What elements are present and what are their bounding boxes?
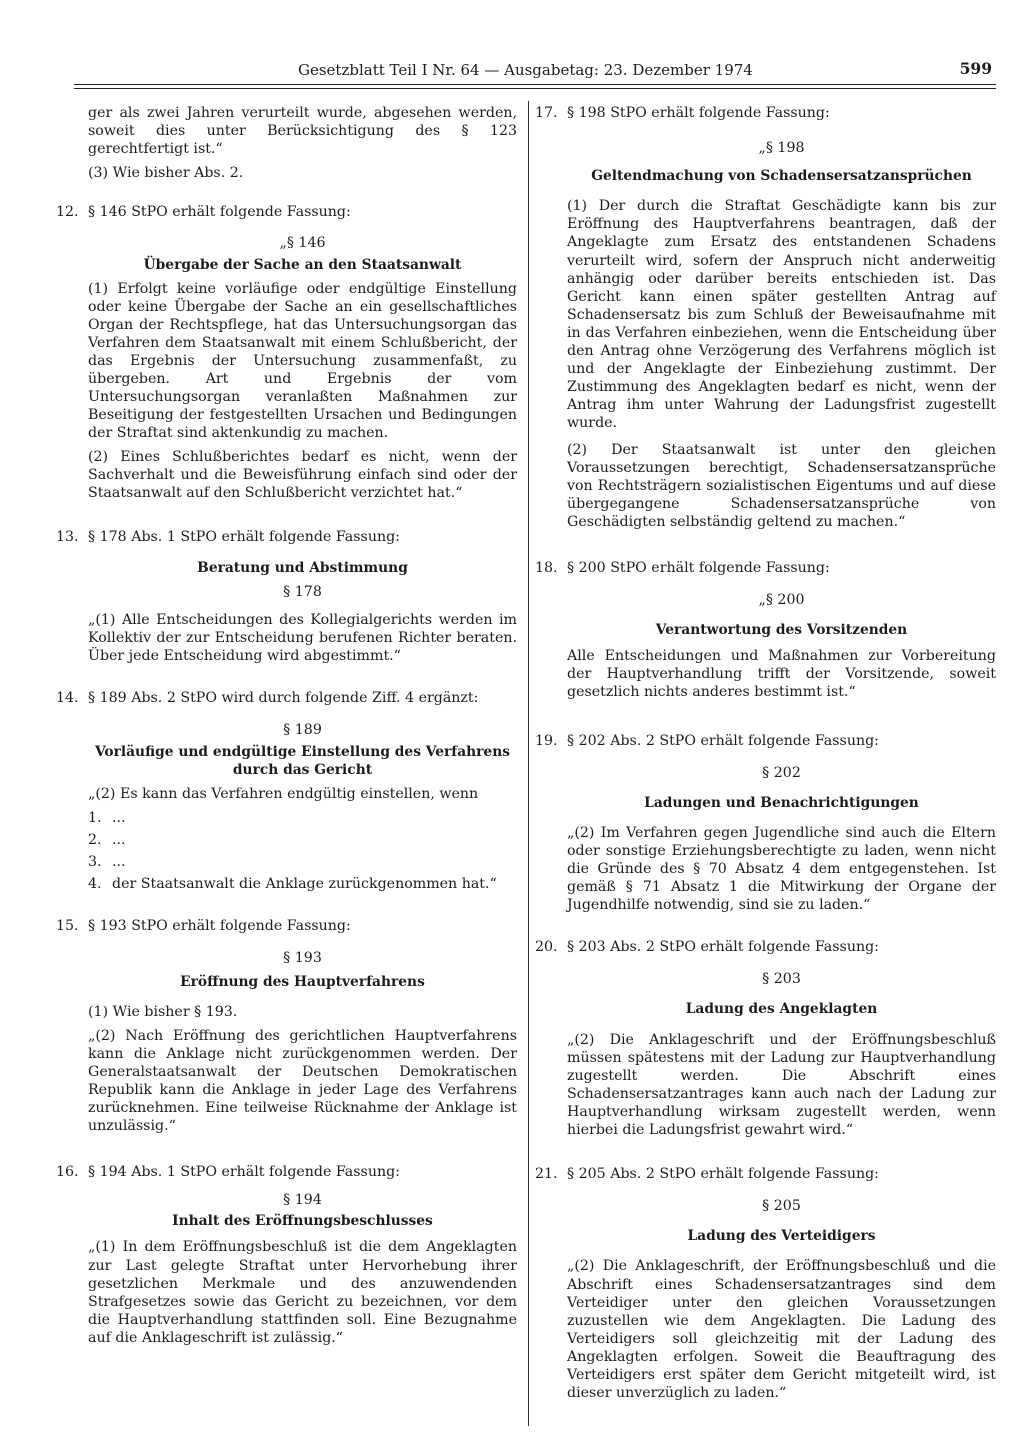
column-divider [528,101,529,1426]
continuation-text [56,104,517,182]
paragraph: „(2) Nach Eröffnung des gerichtlichen Hauptverfahrens kann die Anklage nicht zurückgenommen werden. Der Generalstaatsanwalt der Deutschen Demokratischen Republik kann die Anklage in jeder Lage des Verfahrens zurücknehmen. Eine teilweise Rücknahme der Anklage ist unzulässig.“ [88,1027,517,1135]
item-number: 15. [56,918,79,935]
page-number: 599 [959,59,992,78]
section-heading: Inhalt des Eröffnungsbeschlusses [172,1213,433,1230]
section-heading: Verantwortung des Vorsitzenden [655,622,908,639]
paragraph: ger als zwei Jahren verurteilt wurde, abgesehen werden, soweit dies unter Berücksichtigung des § 123 gerechtfertigt ist.“ [88,105,517,158]
section-heading: Übergabe der Sache an den Staatsanwalt [143,256,462,273]
item-20-body [535,970,996,1139]
list-text: ... [112,854,126,870]
section-heading: Geltendmachung von Schadensersatzansprüchen [591,168,972,185]
section-heading: Ladungen und Benachrichtigungen [644,794,919,811]
paragraph: „(1) In dem Eröffnungsbeschluß ist die dem Angeklagten zur Last gelegte Straftat unter Hervorhebung ihrer gesetzlichen Merkmale und des anzuwendenden Strafgesetzes sowie das Gericht zu bezeichnen, vor dem die Hauptverhandlung stattfinden soll. Eine Bezugnahme auf die Anklageschrift ist zulässig.“ [88,1239,517,1346]
section-number: „§ 198 [758,140,805,157]
item-number: 21. [535,1166,558,1183]
paragraph: „(2) Im Verfahren gegen Jugendliche sind auch die Eltern oder sonstige Erziehungsberechtigte zu laden, wenn nicht die Gründe des § 70 Absatz 4 dem entgegenstehen. Ist gemäß § 71 Absatz 1 die Mitwirkung der Organe der Jugendhilfe notwendig, sind sie zu laden.“ [567,824,996,914]
list-number: 3. [88,854,102,870]
section-heading: Eröffnung des Hauptverfahrens [180,974,425,991]
item-intro: § 198 StPO erhält folgende Fassung: [567,105,830,121]
item-intro: § 178 Abs. 1 StPO erhält folgende Fassung: [88,528,400,545]
item-number: 17. [535,105,558,121]
paragraph: „(2) Die Anklageschrift, der Eröffnungsbeschluß und die Abschrift eines Schadensersatzantrages sind dem Verteidiger unter den gleichen Voraussetzungen zuzustellen wie dem Angeklagten. Die Ladung des Verteidigers soll gleichzeitig mit der Ladung des Angeklagten erfolgen. Soweit die Beauftragung des Verteidigers erst später dem Gericht mitgeteilt wird, ist dieser unverzüglich zu laden.“ [567,1258,996,1402]
list-item [88,831,517,849]
page-header [278,57,996,83]
section-number: § 202 [762,764,801,781]
item-17 [535,104,996,122]
item-number: 19. [535,732,558,749]
paragraph: (1) Erfolgt keine vorläufige oder endgültige Einstellung oder keine Übergabe der Sache an ein gesellschaftliches Organ der Rechtspflege, hat das Untersuchungsorgan das Verfahren dem Staatsanwalt mit einem Schlußbericht, der das Ergebnis der Untersuchung zusammenfaßt, zu übergeben. Art und Ergebnis der vom Untersuchungsorgan veranlaßten Maßnahmen zur Beseitigung der festgestellten Ursachen und Bedingungen der Straftat sind aktenkundig zu machen. [88,280,517,442]
header-rule-top [74,84,996,85]
list-item [88,875,517,893]
list-text: ... [112,809,126,826]
item-18 [535,559,996,577]
section-number: § 189 [283,722,322,739]
section-heading: Beratung und Abstimmung [197,559,408,576]
list-item [88,809,517,827]
left-column [56,104,517,1347]
section-number: „§ 146 [279,235,326,252]
item-19-body [535,764,996,915]
paragraph: „(2) Die Anklageschrift und der Eröffnungsbeschluß müssen spätestens mit der Ladung zur Hauptverhandlung zugestellt werden. Die Abschrift eines Schadensersatzantrages kann auch nach der Ladung zur Hauptverhandlung wirksam zugestellt werden, wenn hierbei die Ladungsfrist gewahrt wird.“ [567,1031,996,1139]
item-intro: § 203 Abs. 2 StPO erhält folgende Fassung: [567,939,879,956]
item-number: 16. [56,1164,79,1181]
item-14 [56,689,517,707]
item-18-body [535,591,996,701]
list-item [88,853,517,871]
section-number: § 178 [283,583,322,600]
section-number: § 193 [283,950,322,967]
item-13-body [56,559,517,665]
list-number: 4. [88,876,102,893]
item-15 [56,917,517,935]
paragraph: (2) Der Staatsanwalt ist unter den gleichen Voraussetzungen berechtigt, Schadensersatzansprüche von Rechtsträgern sozialistischen Eigentums und auf diese übergegangene Schadensersatzansprüche von Geschädigten selbständig geltend zu machen.“ [567,441,996,530]
item-19 [535,732,996,750]
item-intro: § 200 StPO erhält folgende Fassung: [567,559,830,576]
item-intro: § 205 Abs. 2 StPO erhält folgende Fassung: [567,1166,879,1183]
item-intro: § 194 Abs. 1 StPO erhält folgende Fassung: [88,1164,400,1181]
item-13 [56,528,517,546]
list-number: 1. [88,809,102,826]
list-text: der Staatsanwalt die Anklage zurückgenommen hat.“ [112,876,497,893]
list-text: ... [112,831,126,848]
item-number: 20. [535,939,558,956]
item-16 [56,1163,517,1181]
header-title: Gesetzblatt Teil I Nr. 64 — Ausgabetag: 23. Dezember 1974 [298,61,753,79]
item-number: 18. [535,559,558,576]
item-number: 14. [56,690,79,707]
paragraph: „(2) Es kann das Verfahren endgültig einstellen, wenn [88,785,479,802]
section-heading: Vorläufige und endgültige Einstellung des Verfahrens durch das Gericht [94,743,511,778]
item-15-body [56,949,517,1135]
item-16-body [56,1191,517,1347]
item-14-body [56,721,517,893]
item-21-body [535,1197,996,1402]
item-17-body [535,139,996,531]
paragraph: (2) Eines Schlußberichtes bedarf es nicht, wenn der Sachverhalt und die Beweisführung einfach sind oder der Staatsanwalt auf den Schlußbericht verzichtet hat.“ [88,448,517,501]
item-intro: § 189 Abs. 2 StPO wird durch folgende Ziff. 4 ergänzt: [88,690,479,707]
item-intro: § 146 StPO erhält folgende Fassung: [88,204,351,221]
section-heading: Ladung des Angeklagten [685,1001,878,1018]
section-number: „§ 200 [758,592,805,609]
list-number: 2. [88,831,102,848]
header-rule-bottom [74,88,996,89]
right-column [535,104,996,1402]
item-intro: § 193 StPO erhält folgende Fassung: [88,918,351,935]
item-12-body [56,234,517,501]
section-number: § 205 [762,1198,801,1215]
paragraph: (3) Wie bisher Abs. 2. [88,165,244,182]
item-number: 13. [56,528,79,545]
section-heading: Ladung des Verteidigers [687,1228,876,1245]
section-number: § 194 [283,1192,322,1209]
item-21 [535,1165,996,1183]
paragraph: Alle Entscheidungen und Maßnahmen zur Vorbereitung der Hauptverhandlung trifft der Vorsitzende, soweit gesetzlich nichts anderes bestimmt ist.“ [567,648,996,701]
item-12 [56,203,517,221]
item-number: 12. [56,204,79,221]
paragraph: (1) Wie bisher § 193. [88,1004,238,1021]
item-intro: § 202 Abs. 2 StPO erhält folgende Fassung: [567,732,879,749]
paragraph: „(1) Alle Entscheidungen des Kollegialgerichts werden im Kollektiv der zur Entscheidung berufenen Richter beraten. Über jede Entscheidung wird abgestimmt.“ [88,612,517,665]
section-number: § 203 [762,971,801,988]
item-20 [535,938,996,956]
paragraph: (1) Der durch die Straftat Geschädigte kann bis zur Eröffnung des Hauptverfahrens beantragen, daß der Angeklagte zum Ersatz des entstandenen Schadens verurteilt wird, sofern der Anspruch nicht anderweitig anhängig oder darüber bereits entschieden ist. Das Gericht kann einen später gestellten Antrag auf Schadensersatz bis zum Schluß der Beweisaufnahme mit in das Verfahren einbeziehen, wenn die Entscheidung über den Antrag ohne Verzögerung des Verfahrens möglich ist und der Angeklagte der Einbeziehung zustimmt. Der Zustimmung des Angeklagten bedarf es nicht, wenn der Antrag ihm unter Wahrung der Ladungsfrist zugestellt wurde. [567,198,996,432]
